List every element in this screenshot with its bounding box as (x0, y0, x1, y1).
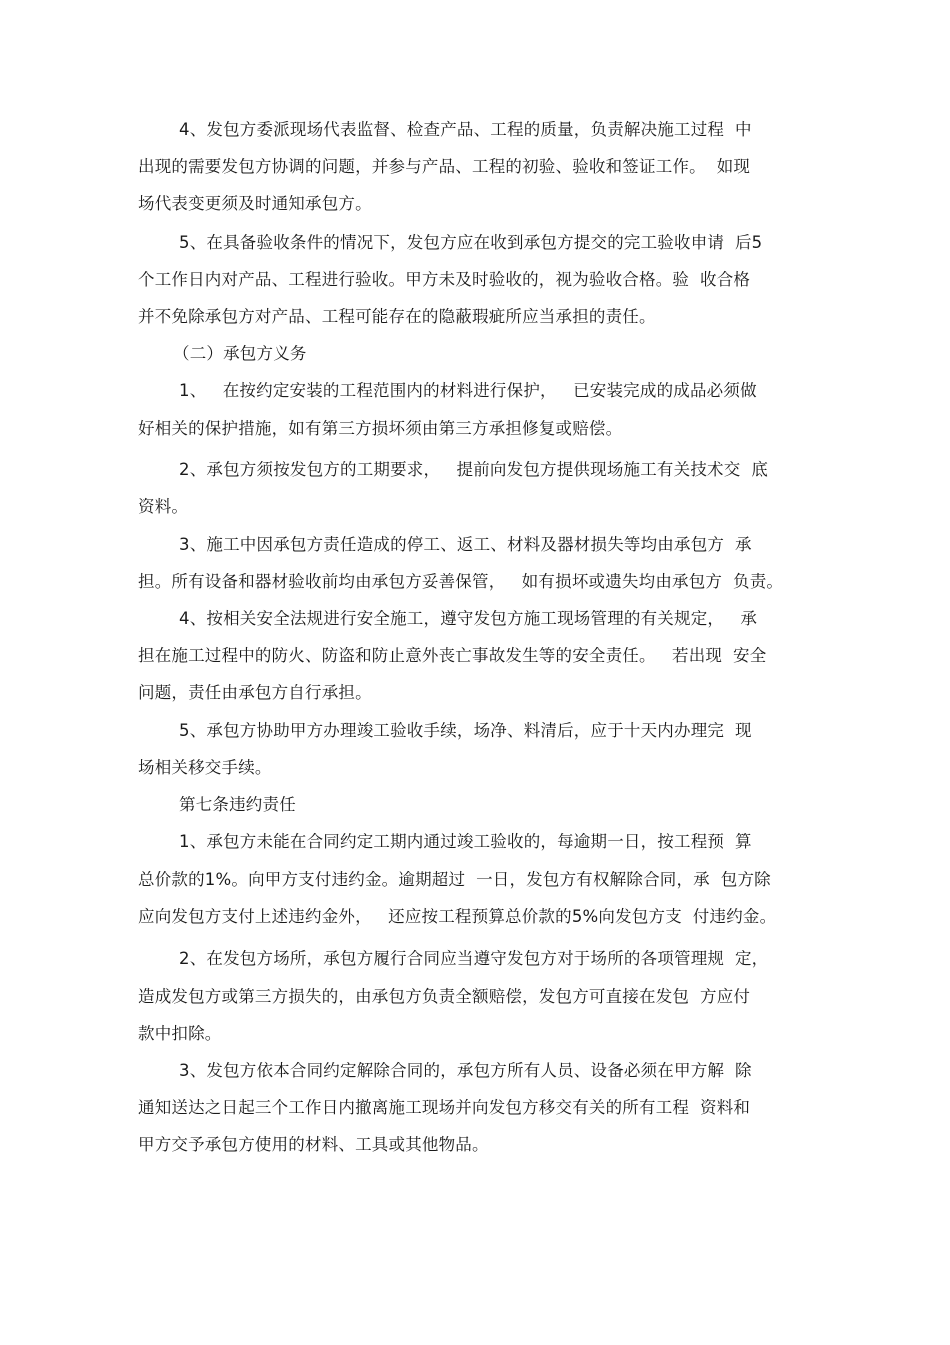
text-line: 2、在发包方场所，承包方履行合同应当遵守发包方对于场所的各项管理规 定， (179, 949, 769, 968)
text-line: 资料。 (138, 497, 189, 516)
text-line: 通知送达之日起三个工作日内撤离施工现场并向发包方移交有关的所有工程 资料和 (138, 1098, 751, 1117)
text-line: 4、按相关安全法规进行安全施工，遵守发包方施工现场管理的有关规定， 承 (179, 609, 758, 628)
text-line: 好相关的保护措施，如有第三方损坏须由第三方承担修复或赔偿。 (138, 419, 623, 438)
text-line: 甲方交予承包方使用的材料、工具或其他物品。 (138, 1135, 489, 1154)
section-heading: （二）承包方义务 (173, 344, 307, 363)
text-line: 担。所有设备和器材验收前均由承包方妥善保管， 如有损坏或遗失均由承包方 负责。 (138, 572, 784, 591)
text-line: 3、施工中因承包方责任造成的停工、返工、材料及器材损失等均由承包方 承 (179, 535, 752, 554)
text-line: 担在施工过程中的防火、防盗和防止意外丧亡事故发生等的安全责任。 若出现 安全 (138, 646, 767, 665)
text-line: 2、承包方须按发包方的工期要求， 提前向发包方提供现场施工有关技术交 底 (179, 460, 769, 479)
text-line: 场相关移交手续。 (138, 758, 272, 777)
text-line: 问题，责任由承包方自行承担。 (138, 683, 372, 702)
text-line: 并不免除承包方对产品、工程可能存在的隐蔽瑕疵所应当承担的责任。 (138, 307, 656, 326)
text-line: 5、承包方协助甲方办理竣工验收手续，场净、料清后，应于十天内办理完 现 (179, 721, 752, 740)
text-line: 出现的需要发包方协调的问题，并参与产品、工程的初验、验收和签证工作。 如现 (138, 157, 751, 176)
text-line: 总价款的1%。向甲方支付违约金。逾期超过 一日，发包方有权解除合同，承 包方除 (138, 870, 771, 889)
text-line: 应向发包方支付上述违约金外， 还应按工程预算总价款的5%向发包方支 付违约金。 (138, 907, 777, 926)
text-line: 1、 在按约定安装的工程范围内的材料进行保护， 已安装完成的成品必须做 (179, 381, 757, 400)
text-line: 3、发包方依本合同约定解除合同的，承包方所有人员、设备必须在甲方解 除 (179, 1061, 752, 1080)
text-line: 4、发包方委派现场代表监督、检查产品、工程的质量，负责解决施工过程 中 (179, 120, 752, 139)
section-heading: 第七条违约责任 (179, 795, 296, 814)
text-line: 款中扣除。 (138, 1024, 222, 1043)
text-line: 个工作日内对产品、工程进行验收。甲方未及时验收的，视为验收合格。验 收合格 (138, 270, 751, 289)
text-line: 1、承包方未能在合同约定工期内通过竣工验收的，每逾期一日，按工程预 算 (179, 832, 752, 851)
text-line: 5、在具备验收条件的情况下，发包方应在收到承包方提交的完工验收申请 后5 (179, 233, 763, 252)
text-line: 场代表变更须及时通知承包方。 (138, 194, 372, 213)
text-line: 造成发包方或第三方损失的，由承包方负责全额赔偿，发包方可直接在发包 方应付 (138, 987, 751, 1006)
